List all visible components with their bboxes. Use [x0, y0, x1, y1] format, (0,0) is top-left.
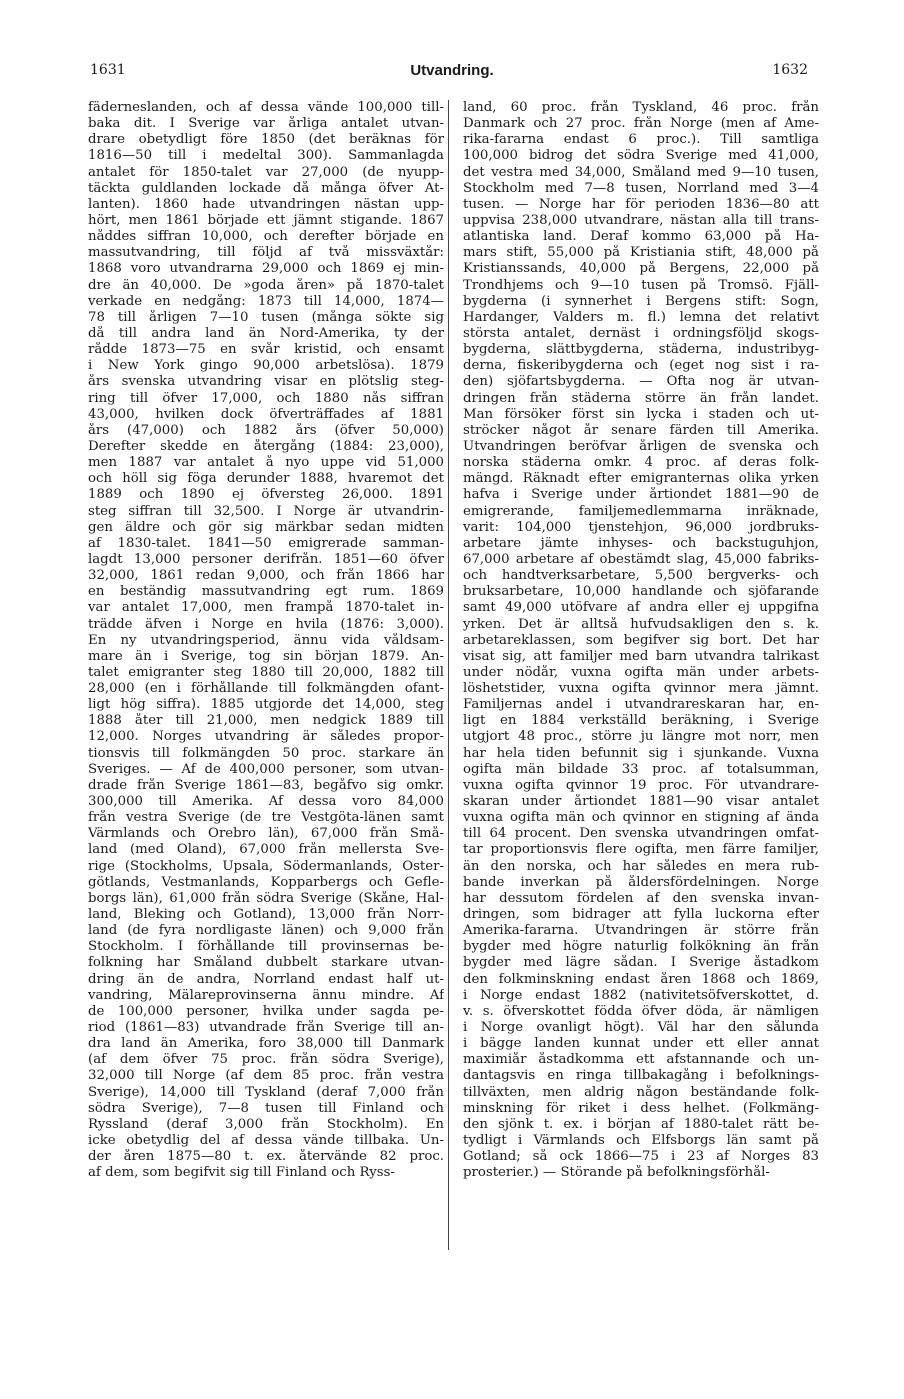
- text-line: trädde äfven i Norge en hvila (1876: 3,000).: [88, 616, 444, 632]
- text-line: lagdt 13,000 personer derifrån. 1851—60 öfver: [88, 551, 444, 567]
- text-line: verkade en nedgång: 1873 till 14,000, 1874—: [88, 293, 444, 309]
- text-line: Familjernas andel i utvandrareskaran har, en-: [463, 697, 819, 713]
- text-line: rige (Stockholms, Upsala, Södermanlands, Öster-: [88, 858, 444, 874]
- text-line: icke obetydlig del af dessa vände tillbaka. Un-: [88, 1133, 444, 1148]
- text-line: 1888 åter till 21,000, men nedgick 1889 till: [88, 713, 444, 729]
- text-line: löshetstider, vuxna ogifta qvinnor mera jämnt.: [463, 681, 819, 697]
- text-line: mare än i Sverige, tog sin början 1879. An-: [88, 648, 444, 664]
- text-line: i bägge landen kunnat under ett eller annat: [463, 1036, 819, 1052]
- text-line: massutvandring, till följd af två missväxtår:: [88, 245, 444, 261]
- text-line: Hardanger, Valders m. fl.) lemna det relativt: [463, 309, 819, 325]
- text-line: ogifta män bildade 33 proc. af totalsumman,: [463, 761, 819, 777]
- page-number-right: 1632: [772, 62, 808, 78]
- text-line: land, Bleking och Gotland), 13,000 från Norr-: [88, 907, 444, 923]
- text-line: en beständig massutvandring egt rum. 1869: [88, 584, 444, 600]
- text-line: land (med Öland), 67,000 från mellersta Sve-: [88, 842, 444, 858]
- text-line: maximiår åstadkomma ett afstannande och un-: [463, 1052, 819, 1068]
- text-line: drare obetydligt före 1850 (det beräknas för: [88, 132, 444, 148]
- text-line: dantagsvis en ringa tillbakagång i befolknings-: [463, 1068, 819, 1084]
- text-line: dringen från städerna större än från landet.: [463, 390, 819, 406]
- text-line: rådde 1873—75 en svår kristid, och ensamt: [88, 342, 444, 358]
- text-line: bygder med högre naturlig folkökning än från: [463, 939, 819, 955]
- text-line: i New York gingo 90,000 arbetslösa). 1879: [88, 358, 444, 374]
- text-line: visat sig, att familjer med barn utvandra talrikast: [463, 648, 819, 664]
- text-line: Amerika-fararna. Utvandringen är större från: [463, 923, 819, 939]
- text-line: tydligt i Värmlands och Elfsborgs län samt på: [463, 1133, 819, 1148]
- text-line: rika-fararna endast 6 proc.). Till samtliga: [463, 132, 819, 148]
- text-line: än den norska, och har således en mera rub-: [463, 858, 819, 874]
- text-line: i Norge ovanligt högt). Väl har den sålunda: [463, 1020, 819, 1036]
- text-line: götlands, Vestmanlands, Kopparbergs och Gefle-: [88, 874, 444, 890]
- text-line: vuxna ogifta qvinnor 19 proc. För utvandrare-: [463, 777, 819, 793]
- text-line: lanten). 1860 hade utvandringen nästan upp-: [88, 196, 444, 212]
- text-line: i Norge endast 1882 (nativitetsöfverskottet, d.: [463, 987, 819, 1003]
- text-line: har dessutom fördelen af den svenska invan-: [463, 890, 819, 906]
- text-line: dra land än Amerika, foro 38,000 till Danmark: [88, 1036, 444, 1052]
- text-line: och handtverksarbetare, 5,500 bergverks- och: [463, 568, 819, 584]
- text-line: tusen. — Norge har för perioden 1836—80 att: [463, 196, 819, 212]
- text-line: 1889 och 1890 ej öfversteg 26,000. 1891: [88, 487, 444, 503]
- text-line: års (47,000) och 1882 års (öfver 50,000): [88, 422, 444, 438]
- text-line: En ny utvandringsperiod, ännu vida våldsam-: [88, 632, 444, 648]
- text-line: den folkminskning endast åren 1868 och 1869,: [463, 971, 819, 987]
- text-line: antalet för 1850-talet var 27,000 (de nyupp-: [88, 164, 444, 180]
- text-line: ring till öfver 17,000, och 1880 nås siffran: [88, 390, 444, 406]
- text-line: täckta guldlanden lockade då många öfver At-: [88, 180, 444, 196]
- text-line: samt 49,000 utöfvare af andra eller ej uppgifna: [463, 600, 819, 616]
- text-line: men 1887 var antalet å nyo uppe vid 51,000: [88, 455, 444, 471]
- text-line: 12,000. Norges utvandring är således propor-: [88, 729, 444, 745]
- text-line: baka dit. I Sverige var årliga antalet utvan-: [88, 116, 444, 132]
- text-line: bygderna, slättbygderna, städerna, industribyg-: [463, 342, 819, 358]
- text-line: dring än de andra, Norrland endast half ut-: [88, 971, 444, 987]
- text-line: af 1830-talet. 1841—50 emigrerade samman-: [88, 535, 444, 551]
- text-line: mängd. Räknadt efter emigranternas olika yrken: [463, 471, 819, 487]
- text-line: Derefter skedde en återgång (1884: 23,000),: [88, 438, 444, 454]
- text-line: 28,000 (en i förhållande till folkmängden ofant-: [88, 681, 444, 697]
- text-line: Sverige), 14,000 till Tyskland (deraf 7,000 från: [88, 1084, 444, 1100]
- text-line: 100,000 bidrog det södra Sverige med 41,000,: [463, 148, 819, 164]
- text-line: arbetare jämte inhyses- och backstuguhjon,: [463, 535, 819, 551]
- text-line: ströcker något år senare färden till Amerika.: [463, 422, 819, 438]
- text-line: 1868 voro utvandrarna 29,000 och 1869 ej min-: [88, 261, 444, 277]
- text-line: ligt hög siffra). 1885 utgjorde det 14,000, steg: [88, 697, 444, 713]
- text-line: skaran under årtiondet 1881—90 visar antalet: [463, 794, 819, 810]
- text-line: hört, men 1861 började ett jämnt stigande. 1867: [88, 212, 444, 228]
- text-line: års svenska utvandring visar en plötslig steg-: [88, 374, 444, 390]
- text-line: utgjort 48 proc., större ju längre mot norr, men: [463, 729, 819, 745]
- text-line: norska städerna omkr. 4 proc. af deras folk-: [463, 455, 819, 471]
- text-line: nåddes siffran 10,000, och derefter började en: [88, 229, 444, 245]
- text-line: Värmlands och Örebro län), 67,000 från Små-: [88, 826, 444, 842]
- text-line: Danmark och 27 proc. från Norge (men af Ame-: [463, 116, 819, 132]
- text-line: bande inverkan på åldersfördelningen. Norge: [463, 874, 819, 890]
- text-line: vuxna ogifta män och qvinnor en stigning af ända: [463, 810, 819, 826]
- text-line: mars stift, 55,000 på Kristiania stift, 48,000 på: [463, 245, 819, 261]
- text-line: Ryssland (deraf 3,000 från Stockholm). En: [88, 1116, 444, 1132]
- text-line: derna, fiskeribygderna och (eget nog sist i ra-: [463, 358, 819, 374]
- text-line: var antalet 17,000, men frampå 1870-talet in-: [88, 600, 444, 616]
- text-line: (af dem öfver 75 proc. från södra Sverige),: [88, 1052, 444, 1068]
- page-title: Utvandring.: [410, 62, 494, 79]
- text-line: då till andra land än Nord-Amerika, ty der: [88, 325, 444, 341]
- column-divider: [448, 100, 449, 1250]
- text-line: v. s. öfverskottet födda öfver döda, är nämligen: [463, 1003, 819, 1019]
- text-line: uppvisa 238,000 utvandrare, nästan alla till trans-: [463, 212, 819, 228]
- text-line: af dem, som begifvit sig till Finland och Ryss-: [88, 1165, 395, 1181]
- text-line: yrken. Det är alltså hufvudsakligen den s. k.: [463, 616, 819, 632]
- text-line: land (de fyra nordligaste länen) och 9,000 från: [88, 923, 444, 939]
- text-line: talet emigranter steg 1880 till 20,000, 1882 till: [88, 664, 444, 680]
- text-line: riod (1861—83) utvandrade från Sverige till an-: [88, 1020, 444, 1036]
- text-line: arbetareklassen, som begifver sig bort. Det har: [463, 632, 819, 648]
- text-line: ligt en 1884 verkställd beräkning, i Sverige: [463, 713, 819, 729]
- text-line: gen äldre och gör sig märkbar sedan midten: [88, 519, 444, 535]
- text-line: tionsvis till folkmängden 50 proc. starkare än: [88, 745, 444, 761]
- text-line: 67,000 arbetare af obestämdt slag, 45,000 fabriks-: [463, 551, 819, 567]
- text-line: största antalet, dernäst i ordningsföljd skogs-: [463, 325, 819, 341]
- left-column: [88, 100, 444, 1181]
- text-line: det vestra med 34,000, Småland med 9—10 tusen,: [463, 164, 819, 180]
- text-line: Trondhjems och 9—10 tusen på Tromsö. Fjäll-: [463, 277, 819, 293]
- text-line: 300,000 till Amerika. Af dessa voro 84,000: [88, 794, 444, 810]
- text-line: Man försöker först sin lycka i staden och ut-: [463, 406, 819, 422]
- right-column: [463, 100, 819, 1181]
- text-line: hafva i Sverige under årtiondet 1881—90 de: [463, 487, 819, 503]
- text-line: den) sjöfartsbygderna. — Ofta nog är utvan-: [463, 374, 819, 390]
- text-line: bygderna (i synnerhet i Bergens stift: Sogn,: [463, 293, 819, 309]
- page-header: [0, 62, 904, 84]
- text-line: bygder med lägre sådan. I Sverige åstadkom: [463, 955, 819, 971]
- text-line: 43,000, hvilken dock öfverträffades af 1881: [88, 406, 444, 422]
- text-line: drade från Sverige 1861—83, begåfvo sig omkr.: [88, 777, 444, 793]
- text-line: dre än 40,000. De »goda åren» på 1870-talet: [88, 277, 444, 293]
- text-line: dringen, som bidrager att fylla luckorna efter: [463, 907, 819, 923]
- text-line: Utvandringen beröfvar årligen de svenska och: [463, 438, 819, 454]
- text-line: der åren 1875—80 t. ex. återvände 82 proc.: [88, 1149, 444, 1165]
- text-line: södra Sverige), 7—8 tusen till Finland och: [88, 1100, 444, 1116]
- page-number-left: 1631: [90, 62, 126, 78]
- text-line: Stockholm. I förhållande till provinsernas be-: [88, 939, 444, 955]
- text-line: land, 60 proc. från Tyskland, 46 proc. från: [463, 100, 819, 115]
- text-line: tar proportionsvis flere ogifta, men färre familjer,: [463, 842, 819, 858]
- text-line: Gotland; så ock 1866—75 i 23 af Norges 83: [463, 1149, 819, 1165]
- text-line: de 100,000 personer, hvilka under sagda pe-: [88, 1003, 444, 1019]
- text-line: den sjönk t. ex. i början af 1880-talet rätt be-: [463, 1116, 819, 1132]
- text-line: tillväxten, men aldrig någon beständande folk-: [463, 1084, 819, 1100]
- text-line: har hela tiden befunnit sig i sjunkande. Vuxna: [463, 745, 819, 761]
- text-line: under nödår, vuxna ogifta män under arbets-: [463, 664, 819, 680]
- text-line: 1816—50 till i medeltal 300). Sammanlagda: [88, 148, 444, 164]
- text-line: folkning har Småland dubbelt starkare utvan-: [88, 955, 444, 971]
- text-line: steg siffran till 32,500. I Norge är utvandrin-: [88, 503, 444, 519]
- text-line: till 64 procent. Den svenska utvandringen omfat-: [463, 826, 819, 842]
- text-line: 32,000, 1861 redan 9,000, och från 1866 har: [88, 568, 444, 584]
- text-line: Stockholm med 7—8 tusen, Norrland med 3—4: [463, 180, 819, 196]
- text-line: varit: 104,000 tjenstehjon, 96,000 jordbruks-: [463, 519, 819, 535]
- text-line: minskning för riket i dess helhet. (Folkmäng-: [463, 1100, 819, 1116]
- text-line: borgs län), 61,000 från södra Sverige (Skåne, Hal-: [88, 890, 444, 906]
- text-line: atlantiska land. Deraf kommo 63,000 på Ha-: [463, 229, 819, 245]
- text-line: 78 till årligen 7—10 tusen (många sökte sig: [88, 309, 444, 325]
- text-line: bruksarbetare, 10,000 handlande och sjöfarande: [463, 584, 819, 600]
- text-line: fäderneslanden, och af dessa vände 100,000 till-: [88, 100, 444, 115]
- text-line: Sveriges. — Af de 400,000 personer, som utvan-: [88, 761, 444, 777]
- text-line: 32,000 till Norge (af dem 85 proc. från vestra: [88, 1068, 444, 1084]
- text-line: prosterier.) — Störande på befolkningsförhål-: [463, 1165, 770, 1181]
- text-line: vandring, Mälareprovinserna ännu mindre. Af: [88, 987, 444, 1003]
- text-line: från vestra Sverige (de tre Vestgöta-länen samt: [88, 810, 444, 826]
- text-line: och höll sig föga derunder 1888, hvaremot det: [88, 471, 444, 487]
- text-line: Kristianssands, 40,000 på Bergens, 22,000 på: [463, 261, 819, 277]
- text-line: emigrerande, familjemedlemmarna inräknade,: [463, 503, 819, 519]
